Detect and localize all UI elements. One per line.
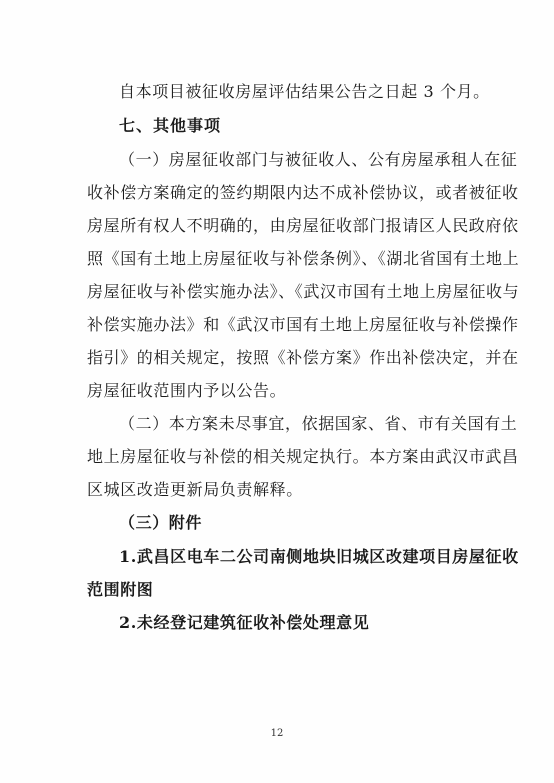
subsection-heading-attachments: （三）附件 xyxy=(119,513,203,532)
paragraph-line: 房屋征收范围内予以公告。 xyxy=(87,381,287,400)
paragraph-line: （二）本方案未尽事宜，依据国家、省、市有关国有土 xyxy=(119,414,518,433)
paragraph-line: （一）房屋征收部门与被征收人、公有房屋承租人在征 xyxy=(119,150,518,169)
paragraph-line: 收补偿方案确定的签约期限内达不成补偿协议，或者被征收 xyxy=(87,183,519,202)
paragraph-line: 区城区改造更新局负责解释。 xyxy=(87,480,303,499)
page-number: 12 xyxy=(270,728,284,739)
paragraph-line: 房屋所有权人不明确的，由房屋征收部门报请区人民政府依 xyxy=(87,216,519,235)
attachment-item-2: 2.未经登记建筑征收补偿处理意见 xyxy=(119,613,370,632)
attachment-item-1: 1.武昌区电车二公司南侧地块旧城区改建项目房屋征收 xyxy=(119,547,519,566)
attachment-item-1-continued: 范围附图 xyxy=(87,580,154,599)
paragraph-line: 房屋征收与补偿实施办法》、《武汉市国有土地上房屋征收与 xyxy=(87,282,520,301)
paragraph-line: 自本项目被征收房屋评估结果公告之日起 3 个月。 xyxy=(119,82,490,101)
paragraph-line: 地上房屋征收与补偿的相关规定执行。本方案由武汉市武昌 xyxy=(87,447,519,466)
paragraph-line: 补偿实施办法》和《武汉市国有土地上房屋征收与补偿操作 xyxy=(87,315,519,334)
paragraph-line: 照《国有土地上房屋征收与补偿条例》、《湖北省国有土地上 xyxy=(87,249,520,268)
paragraph-line: 指引》的相关规定，按照《补偿方案》作出补偿决定，并在 xyxy=(87,348,519,367)
section-heading-other-matters: 七、其他事项 xyxy=(119,116,222,135)
